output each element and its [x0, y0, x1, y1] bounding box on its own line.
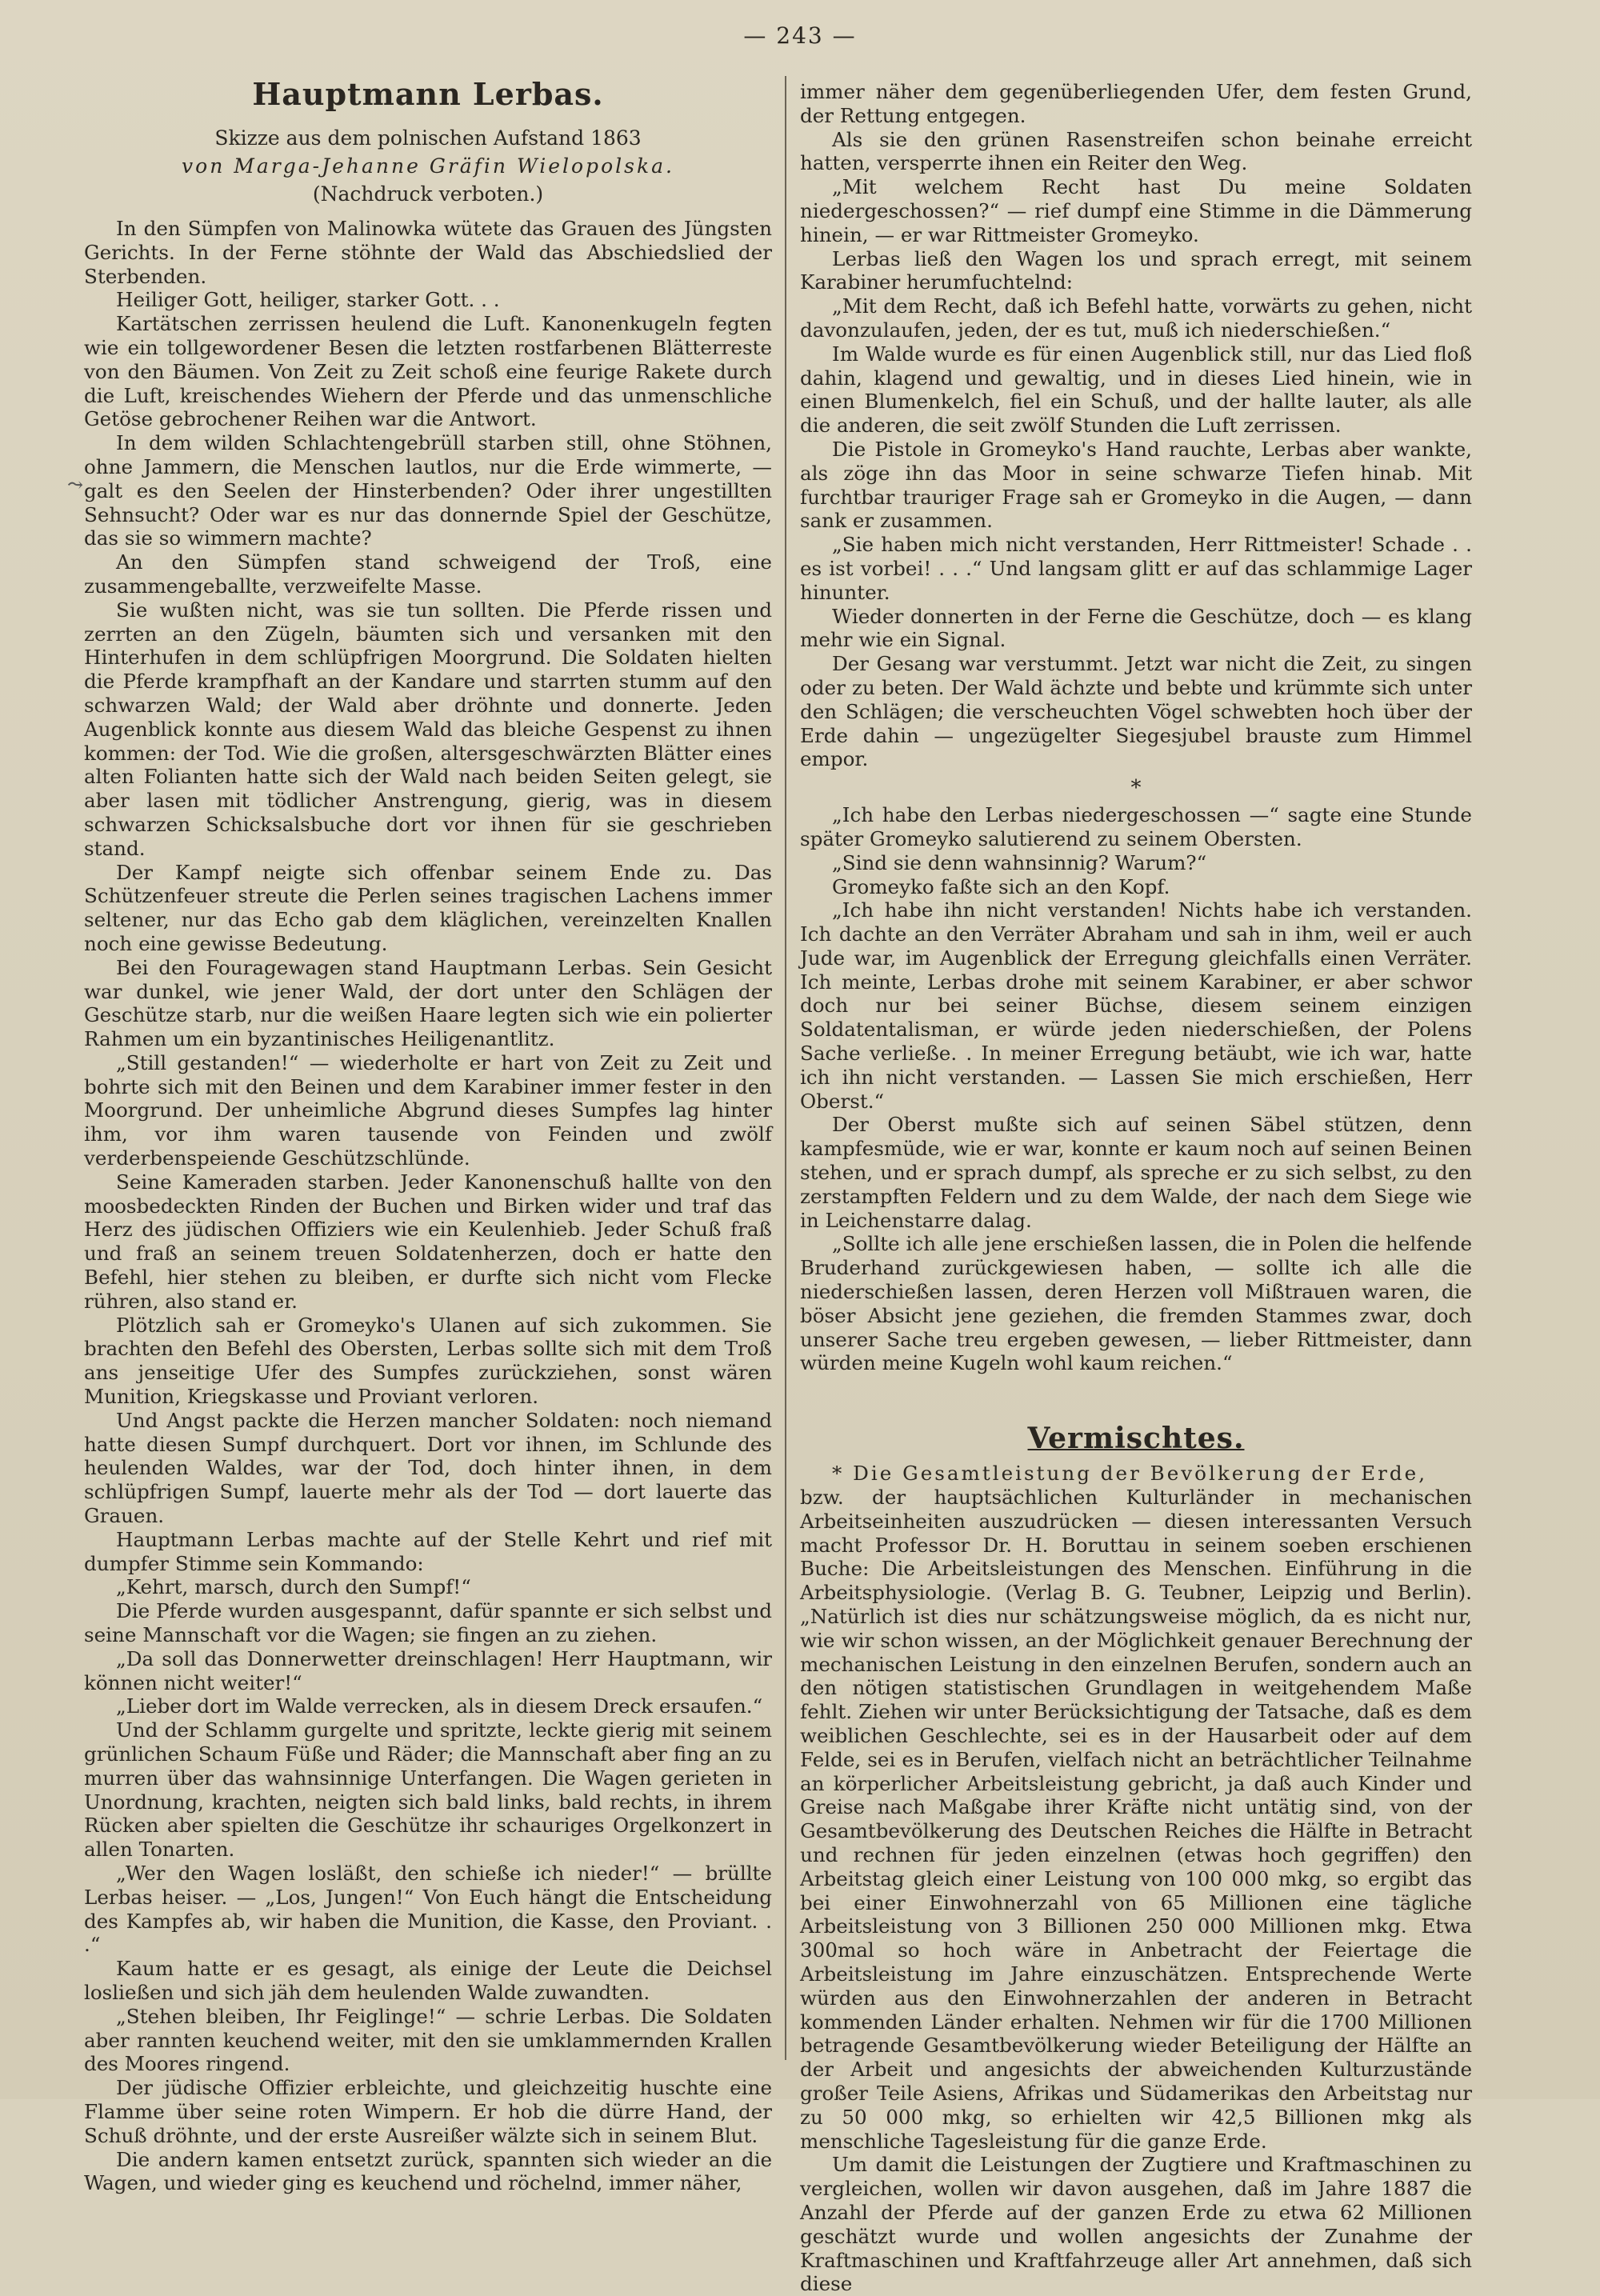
story-title: Hauptmann Lerbas.: [252, 76, 604, 112]
paragraph: immer näher dem gegenüberliegenden Ufer, dem festen Grund, der Rettung entgegen.: [800, 80, 1472, 127]
misc-body: [800, 1486, 1472, 2296]
column-divider: [785, 76, 786, 2060]
story-body-right: [800, 80, 1472, 771]
paragraph: „Da soll das Donnerwetter dreinschlagen! Herr Hauptmann, wir können nicht weiter!“: [84, 1646, 772, 1694]
paragraph: Kaum hatte er es gesagt, als einige der Leute die Deichsel losließen und sich jäh dem heulenden Walde zuwandten.: [84, 1957, 772, 2004]
paragraph: Der Oberst mußte sich auf seinen Säbel stützen, denn kampfesmüde, wie er war, konnte er kaum noch auf seinen Beinen stehen, und er sprach dumpf, als spreche er zu sich selbst, zu den zerstampften Feldern und zu dem Walde, der nach dem Siege wie in Leichenstarre dalag.: [800, 1113, 1472, 1232]
misc-title: Vermischtes.: [1027, 1422, 1245, 1456]
story-author: von Marga-Jehanne Gräfin Wielopolska.: [182, 154, 674, 178]
paragraph: „Kehrt, marsch, durch den Sumpf!“: [116, 1575, 471, 1599]
paragraph: Gromeyko faßte sich an den Kopf.: [832, 874, 1170, 898]
paragraph: Und der Schlamm gurgelte und spritzte, leckte gierig mit seinem grünlichen Schaum Füße und Räder; die Mannschaft aber fing an zu murren über das wahnsinnige Unterfangen. Die Wagen gerieten in Unordnung, krachten, neigten sich bald links, bald rechts, in ihrem Rücken aber spielten die Geschütze ihr schauriges Orgelkonzert in allen Tonarten.: [84, 1718, 772, 1862]
paragraph: Der Gesang war verstummt. Jetzt war nicht die Zeit, zu singen oder zu beten. Der Wald ächzte und bebte und krümmte sich unter den Schlägen; die verscheuchten Vögel schwebten hoch über der Erde dahin — ungezügelter Siegesjubel brauste zum Himmel empor.: [800, 652, 1472, 771]
paragraph: Sie wußten nicht, was sie tun sollten. Die Pferde rissen und zerrten an den Zügeln, bäumten sich und versanken mit den Hinterhufen in dem schlüpfrigen Moorgrund. Die Soldaten hielten die Pferde krampfhaft an der Kandare und starrten stumm auf den schwarzen Wald; der Wald aber dröhnte und donnerte. Jeden Augenblick konnte aus diesem Wald das bleiche Gespenst zu ihnen kommen: der Tod. Wie die großen, altersgeschwärzten Blätter eines alten Folianten hatte sich der Wald nach beiden Seiten gelegt, sie aber lasen mit tödlicher Anstrengung, gierig, was in diesem schwarzen Schicksalsbuche dort vor ihnen für sie geschrieben stand.: [84, 598, 772, 860]
paragraph: In den Sümpfen von Malinowka wütete das Grauen des Jüngsten Gerichts. In der Ferne stöhnte der Wald das Abschiedslied der Sterbenden.: [84, 217, 772, 288]
right-column: [800, 80, 1472, 2296]
paragraph: Seine Kameraden starben. Jeder Kanonenschuß hallte von den moosbedeckten Rinden der Buchen und Birken wider und traf das Herz des jüdischen Offiziers wie ein Keulenhieb. Jeder Schuß fraß und fraß an seinem treuen Soldatenherzen, doch er hatte den Befehl, hier stehen zu bleiben, er durfte sich nicht vom Flecke rühren, also stand er.: [84, 1170, 772, 1313]
paragraph: Heiliger Gott, heiliger, starker Gott. . .: [116, 288, 500, 312]
margin-mark-icon: ⤳: [67, 474, 84, 496]
paragraph: „Sie haben mich nicht verstanden, Herr Rittmeister! Schade . . es ist vorbei! . . .“ Und langsam glitt er auf das schlammige Lager hinunter.: [800, 533, 1472, 604]
reprint-note: (Nachdruck verboten.): [312, 182, 544, 206]
paragraph: Wieder donnerten in der Ferne die Geschütze, doch — es klang mehr wie ein Signal.: [800, 604, 1472, 652]
paragraph: Kartätschen zerrissen heulend die Luft. Kanonenkugeln fegten wie ein tollgewordener Besen die letzten rostfarbenen Blätterreste von den Bäumen. Von Zeit zu Zeit schoß eine feurige Rakete durch die Luft, kreischendes Wiehern der Pferde und das unmenschliche Getöse gebrochener Reihen war die Antwort.: [84, 312, 772, 431]
paragraph: Bei den Fouragewagen stand Hauptmann Lerbas. Sein Gesicht war dunkel, wie jener Wald, der dort unter den Schlägen der Geschütze starb, nur die weißen Haare legten sich wie ein polierter Rahmen um ein byzantinisches Heiligenantlitz.: [84, 955, 772, 1051]
paragraph: „Ich habe den Lerbas niedergeschossen —“ sagte eine Stunde später Gromeyko salutierend zu seinem Obersten.: [800, 803, 1472, 850]
paragraph: An den Sümpfen stand schweigend der Troß, eine zusammengeballte, verzweifelte Masse.: [84, 550, 772, 598]
paragraph: bzw. der hauptsächlichen Kulturländer in mechanischen Arbeitseinheiten auszudrücken — diesen interessanten Versuch macht Professor Dr. H. Boruttau in seinem soeben erschienen Buche: Die Arbeitsleistungen des Menschen. Einführung in die Arbeitsphysiologie. (Verlag B. G. Teubner, Leipzig und Berlin). „Natürlich ist dies nur schätzungsweise möglich, da es nicht nur, wie wir schon wissen, an der Möglichkeit genauer Berechnung der mechanischen Leistung in den einzelnen Berufen, sondern auch an den nötigen statistischen Grundlagen in weitgehendem Maße fehlt. Ziehen wir unter Berücksichtigung der Tatsache, daß es dem weiblichen Geschlechte, sei es in der Hausarbeit oder auf dem Felde, sei es in Berufen, vielfach nicht an beträchtlicher Teilnahme an körperlicher Arbeitsleistung gebricht, ja daß auch Kinder und Greise nach Maßgabe ihrer Kräfte nicht untätig sind, von der Gesamtbevölkerung des Deutschen Reiches die Hälfte in Betracht und rechnen für jeden einzelnen (etwas hoch gegriffen) den Arbeitstag gleich einer Leistung von 100 000 mkg, so ergibt das bei einer Einwohnerzahl von 65 Millionen eine tägliche Arbeitsleistung von 3 Billionen 250 000 Millionen mkg. Etwa 300mal so hoch wäre in Anbetracht der Feiertage die Arbeitsleistung im Jahre einzuschätzen. Entsprechende Werte würden aus den Einwohnerzahlen der anderen in Betracht kommenden Länder erhalten. Nehmen wir für die 1700 Millionen betragende Gesamtbevölkerung wieder Beteiligung der Hälfte an der Arbeit und angesichts der abweichenden Kulturzustände großer Teile Asiens, Afrikas und Südamerikas den Arbeitstag nur zu 50 000 mkg, so erhielten wir 42,5 Billionen mkg als menschliche Tagesleistung für die ganze Erde.: [800, 1486, 1472, 2153]
page-number: — 243 —: [743, 22, 857, 49]
paragraph: Der jüdische Offizier erbleichte, und gleichzeitig huschte eine Flamme über seine roten Wimpern. Er hob die dürre Hand, der Schuß dröhnte, und der erste Ausreißer wälzte sich in seinem Blut.: [84, 2076, 772, 2147]
paragraph: Hauptmann Lerbas machte auf der Stelle Kehrt und rief mit dumpfer Stimme sein Kommando:: [84, 1527, 772, 1575]
paragraph: „Mit welchem Recht hast Du meine Soldaten niedergeschossen?“ — rief dumpf eine Stimme in die Dämmerung hinein, — er war Rittmeister Gromeyko.: [800, 175, 1472, 246]
paragraph: Plötzlich sah er Gromeyko's Ulanen auf sich zukommen. Sie brachten den Befehl des Obersten, Lerbas sollte sich mit dem Troß ans jenseitige Ufer des Sumpfes zurückziehen, sonst wären Munition, Kriegskasse und Proviant verloren.: [84, 1313, 772, 1409]
paragraph: „Sollte ich alle jene erschießen lassen, die in Polen die helfende Bruderhand zurückgewiesen haben, — sollte ich alle die niederschießen lassen, deren Herzen voll Mißtrauen waren, die böser Absicht jene geziehen, die fremden Stammes zwar, doch unserer Sache treu ergeben gewesen, — lieber Rittmeister, dann würden meine Kugeln wohl kaum reichen.“: [800, 1232, 1472, 1375]
paragraph: In dem wilden Schlachtengebrüll starben still, ohne Stöhnen, ohne Jammern, die Menschen lautlos, nur die Erde wimmerte, — galt es den Seelen der Hinsterbenden? Oder ihrer ungestillten Sehnsucht? Oder war es nur das donnernde Spiel der Geschütze, das sie so wimmern machte?: [84, 431, 772, 550]
paragraph: Um damit die Leistungen der Zugtiere und Kraftmaschinen zu vergleichen, wollen wir davon ausgehen, daß im Jahre 1887 die Anzahl der Pferde auf der ganzen Erde zu etwa 62 Millionen geschätzt wurde und wollen angesichts der Zunahme der Kraftmaschinen und Kraftfahrzeuge aller Art annehmen, daß sich diese: [800, 2153, 1472, 2296]
paragraph: Im Walde wurde es für einen Augenblick still, nur das Lied floß dahin, klagend und gewaltig, und in dieses Lied hinein, wie in einen Blumenkelch, fiel ein Schuß, und der hallte lauter, als alle die anderen, die seit zwölf Stunden die Luft zerrissen.: [800, 342, 1472, 438]
paragraph: „Mit dem Recht, daß ich Befehl hatte, vorwärts zu gehen, nicht davonzulaufen, jeden, der es tut, muß ich niederschießen.“: [800, 294, 1472, 342]
story-subtitle: Skizze aus dem polnischen Aufstand 1863: [214, 126, 642, 150]
story-epilogue: [800, 803, 1472, 1375]
left-column: [84, 76, 772, 2195]
paragraph: Als sie den grünen Rasenstreifen schon beinahe erreicht hatten, versperrte ihnen ein Reiter den Weg.: [800, 127, 1472, 175]
paragraph: „Stehen bleiben, Ihr Feiglinge!“ — schrie Lerbas. Die Soldaten aber rannten keuchend weiter, mit den sie umklammernden Krallen des Moores ringend.: [84, 2004, 772, 2076]
paragraph: „Lieber dort im Walde verrecken, als in diesem Dreck ersaufen.“: [116, 1694, 763, 1718]
paragraph: „Still gestanden!“ — wiederholte er hart von Zeit zu Zeit und bohrte sich mit den Beinen und dem Karabiner immer fester in den Moorgrund. Der unheimliche Abgrund dieses Sumpfes lag hinter ihm, vor ihm waren tausende von Feinden und zwölf verderbenspeiende Geschützschlünde.: [84, 1050, 772, 1170]
story-body-left: [84, 217, 772, 2195]
paragraph: Der Kampf neigte sich offenbar seinem Ende zu. Das Schützenfeuer streute die Perlen seines tragischen Lachens immer seltener, nur das Echo gab dem kläglichen, vereinzelten Knallen noch eine gewisse Bedeutung.: [84, 860, 772, 955]
paragraph: „Wer den Wagen losläßt, den schieße ich nieder!“ — brüllte Lerbas heiser. — „Los, Jungen!“ Von Euch hängt die Entscheidung des Kampfes ab, wir haben die Munition, die Kasse, den Proviant. . .“: [84, 1861, 772, 1957]
section-divider: *: [1130, 776, 1142, 801]
paragraph: Lerbas ließ den Wagen los und sprach erregt, mit seinem Karabiner herumfuchtelnd:: [800, 246, 1472, 294]
paragraph: „Sind sie denn wahnsinnig? Warum?“: [832, 850, 1207, 874]
paragraph: Die Pferde wurden ausgespannt, dafür spannte er sich selbst und seine Mannschaft vor die Wagen; sie fingen an zu ziehen.: [84, 1599, 772, 1647]
paragraph: Die andern kamen entsetzt zurück, spannten sich wieder an die Wagen, und wieder ging es keuchend und röchelnd, immer näher,: [84, 2147, 772, 2195]
paragraph: „Ich habe ihn nicht verstanden! Nichts habe ich verstanden. Ich dachte an den Verräter Abraham und sah in ihm, weil er auch Jude war, im Augenblick der Erregung gleichfalls einen Verräter. Ich meinte, Lerbas drohe mit seinem Karabiner, er aber schwor doch nur bei seiner Büchse, diesem seinem einzigen Soldatentalisman, er würde jeden niederschießen, der Polens Sache verließe. . In meiner Erregung betäubt, wie ich war, hatte ich ihn nicht verstanden. — Lassen Sie mich erschießen, Herr Oberst.“: [800, 898, 1472, 1113]
paragraph: Die Pistole in Gromeyko's Hand rauchte, Lerbas aber wankte, als zöge ihn das Moor in seine schwarze Tiefen hinab. Mit furchtbar trauriger Frage sah er Gromeyko in die Augen, — dann sank er zusammen.: [800, 437, 1472, 533]
paragraph: Und Angst packte die Herzen mancher Soldaten: noch niemand hatte diesen Sumpf durchquert. Dort vor ihnen, im Schlunde des heulenden Waldes, war der Tod, doch hinter ihnen, in dem schlüpfrigen Sumpf, lauerte mehr als der Tod — dort lauerte das Grauen.: [84, 1408, 772, 1528]
misc-lead: * Die Gesamtleistung der Bevölkerung der Erde,: [832, 1462, 1428, 1486]
